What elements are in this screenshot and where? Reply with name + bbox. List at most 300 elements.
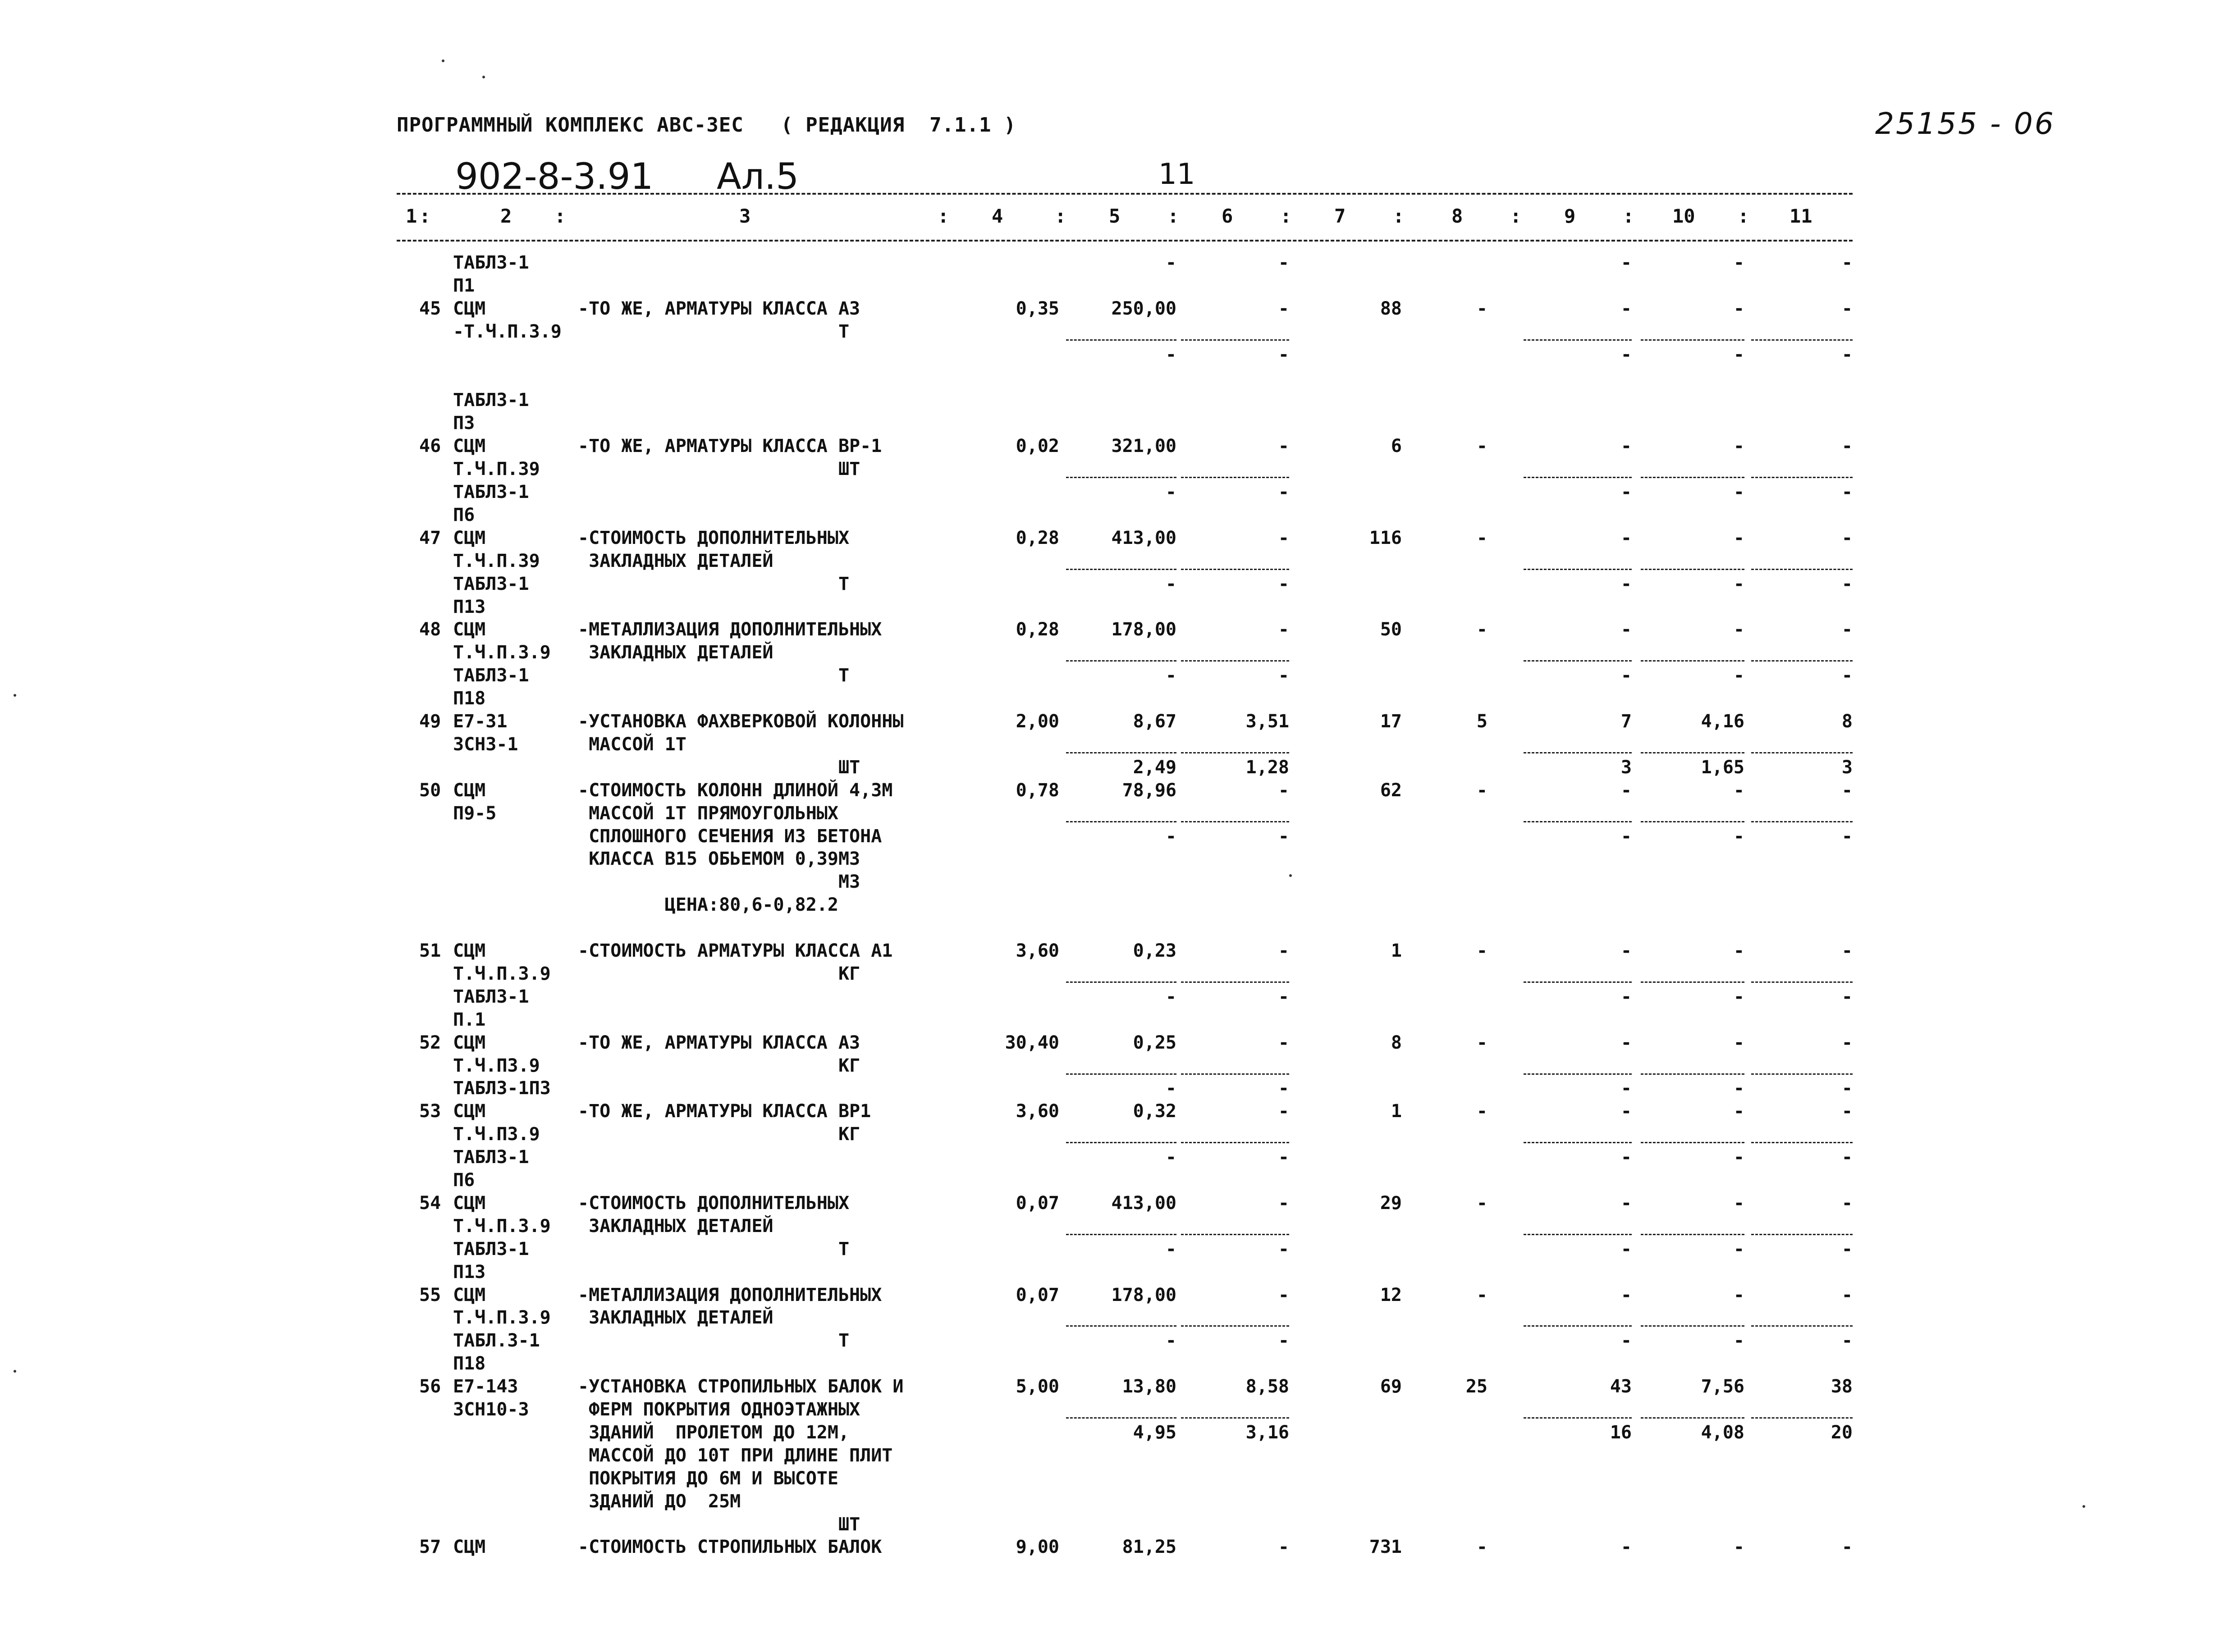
cell-c5: - bbox=[1165, 252, 1176, 273]
table-row bbox=[0, 1285, 2238, 1308]
cell-unit: Т bbox=[838, 1330, 850, 1351]
cell-c3: -УСТАНОВКА ФАХВЕРКОВОЙ КОЛОННЫ bbox=[578, 711, 904, 732]
row-separator bbox=[1181, 1417, 1289, 1419]
row-separator bbox=[1066, 569, 1176, 570]
cell-c6: - bbox=[1278, 344, 1289, 365]
cell-c7: 88 bbox=[1380, 298, 1402, 319]
cell-c2: П18 bbox=[453, 1353, 486, 1374]
cell-c1: 56 bbox=[419, 1376, 441, 1397]
cell-c5: 2,49 bbox=[1133, 757, 1176, 778]
cell-c5: 321,00 bbox=[1111, 436, 1176, 456]
cell-c10: 7,56 bbox=[1701, 1376, 1744, 1397]
cell-c6: - bbox=[1278, 528, 1289, 548]
cell-c5: 178,00 bbox=[1111, 619, 1176, 640]
table-row bbox=[0, 482, 2238, 505]
cell-c2: П13 bbox=[453, 597, 486, 617]
table-row bbox=[0, 986, 2238, 1010]
cell-c2: СЦМ bbox=[453, 1537, 486, 1557]
cell-c3: ЗАКЛАДНЫХ ДЕТАЛЕЙ bbox=[578, 551, 773, 571]
cell-c3: -СТОИМОСТЬ КОЛОНН ДЛИНОЙ 4,3М bbox=[578, 780, 893, 801]
row-separator bbox=[1751, 1417, 1853, 1419]
cell-c9: - bbox=[1620, 344, 1632, 365]
cell-c2: 3СН3-1 bbox=[453, 734, 518, 755]
cell-c1: 48 bbox=[419, 619, 441, 640]
program-header: ПРОГРАММНЫЙ КОМПЛЕКС АВС-3ЕС ( РЕДАКЦИЯ 7.1.1 ) bbox=[397, 114, 1016, 137]
cell-c3: КЛАССА В15 ОБЬЕМОМ 0,39М3 bbox=[578, 849, 860, 869]
row-separator bbox=[1751, 821, 1853, 822]
cell-c10: - bbox=[1733, 1239, 1744, 1260]
table-row bbox=[0, 780, 2238, 803]
cell-c10: - bbox=[1733, 482, 1744, 502]
cell-c3: СПЛОШНОГО СЕЧЕНИЯ ИЗ БЕТОНА bbox=[578, 826, 882, 847]
cell-c1: 47 bbox=[419, 528, 441, 548]
row-separator bbox=[1751, 981, 1853, 983]
row-separator bbox=[1641, 752, 1744, 753]
cell-c3: МАССОЙ 1Т ПРЯМОУГОЛЬНЫХ bbox=[578, 803, 838, 824]
table-row bbox=[0, 367, 2238, 391]
cell-c10: - bbox=[1733, 1101, 1744, 1122]
cell-c2: СЦМ bbox=[453, 436, 486, 456]
cell-c8: - bbox=[1476, 298, 1487, 319]
cell-c5: - bbox=[1165, 1147, 1176, 1168]
cell-c11: 38 bbox=[1831, 1376, 1853, 1397]
cell-c9: - bbox=[1620, 252, 1632, 273]
table-row bbox=[0, 619, 2238, 643]
cell-c2: Т.Ч.П3.9 bbox=[453, 1124, 540, 1145]
cell-c9: - bbox=[1620, 665, 1632, 686]
cell-c11: - bbox=[1841, 1285, 1853, 1305]
cell-c10: - bbox=[1733, 940, 1744, 961]
cell-c11: - bbox=[1841, 826, 1853, 847]
row-separator bbox=[1751, 1073, 1853, 1075]
col-num-4: 4 bbox=[992, 205, 1003, 227]
cell-c1: 50 bbox=[419, 780, 441, 801]
cell-c2: ТАБЛ3-1 bbox=[453, 252, 529, 273]
row-separator bbox=[1751, 1325, 1853, 1327]
cell-c7: 8 bbox=[1391, 1032, 1402, 1053]
cell-c1: 55 bbox=[419, 1285, 441, 1305]
cell-c5: - bbox=[1165, 826, 1176, 847]
cell-c1: 46 bbox=[419, 436, 441, 456]
cell-c11: - bbox=[1841, 1537, 1853, 1557]
cell-c11: - bbox=[1841, 528, 1853, 548]
cell-c10: - bbox=[1733, 1285, 1744, 1305]
cell-c7: 17 bbox=[1380, 711, 1402, 732]
cell-c11: - bbox=[1841, 252, 1853, 273]
cell-c6: 3,51 bbox=[1245, 711, 1289, 732]
cell-c3: ЗАКЛАДНЫХ ДЕТАЛЕЙ bbox=[578, 642, 773, 663]
document-code: 25155 - 06 bbox=[1875, 106, 2055, 141]
col-num-1: 1 bbox=[406, 205, 417, 227]
table-row bbox=[0, 1055, 2238, 1079]
cell-c9: - bbox=[1620, 1537, 1632, 1557]
cell-c10: - bbox=[1733, 574, 1744, 594]
table-row bbox=[0, 1353, 2238, 1377]
table-row bbox=[0, 1537, 2238, 1560]
cell-c4: 0,78 bbox=[1016, 780, 1059, 801]
table-row bbox=[0, 1445, 2238, 1469]
cell-c5: - bbox=[1165, 482, 1176, 502]
cell-c3: ЗДАНИЙ ДО 25М bbox=[578, 1491, 741, 1512]
cell-c5: - bbox=[1165, 344, 1176, 365]
col-num-5: 5 bbox=[1109, 205, 1121, 227]
cell-c9: - bbox=[1620, 1285, 1632, 1305]
cell-c5: 4,95 bbox=[1133, 1422, 1176, 1443]
cell-c8: - bbox=[1476, 1285, 1487, 1305]
cell-c7: 69 bbox=[1380, 1376, 1402, 1397]
table-row bbox=[0, 1330, 2238, 1354]
cell-c2: ТАБЛ3-1 bbox=[453, 1239, 529, 1260]
cell-c11: - bbox=[1841, 436, 1853, 456]
cell-c5: 81,25 bbox=[1122, 1537, 1176, 1557]
album-number: Ал.5 bbox=[717, 155, 799, 197]
table-row bbox=[0, 1078, 2238, 1101]
cell-c5: 13,80 bbox=[1122, 1376, 1176, 1397]
cell-c11: - bbox=[1841, 780, 1853, 801]
table-row bbox=[0, 436, 2238, 459]
cell-c5: 250,00 bbox=[1111, 298, 1176, 319]
cell-c9: - bbox=[1620, 986, 1632, 1007]
cell-c6: - bbox=[1278, 1193, 1289, 1214]
table-row bbox=[0, 734, 2238, 758]
column-numbers-row: 1 : 2 : 3 : 4 : 5 : 6 : 7 : 8 : 9 : 10 : 11 bbox=[406, 205, 1812, 227]
cell-c8: - bbox=[1476, 780, 1487, 801]
cell-c9: - bbox=[1620, 1330, 1632, 1351]
cell-c8: - bbox=[1476, 436, 1487, 456]
table-row bbox=[0, 298, 2238, 322]
cell-c10: - bbox=[1733, 528, 1744, 548]
cell-c9: - bbox=[1620, 1101, 1632, 1122]
row-separator bbox=[1181, 660, 1289, 662]
table-row bbox=[0, 940, 2238, 964]
table-row bbox=[0, 413, 2238, 436]
cell-c11: 3 bbox=[1841, 757, 1853, 778]
cell-c2: ТАБЛ3-1 bbox=[453, 1147, 529, 1168]
table-row bbox=[0, 1124, 2238, 1147]
cell-c2: П18 bbox=[453, 688, 486, 709]
cell-c6: - bbox=[1278, 826, 1289, 847]
cell-c3: -УСТАНОВКА СТРОПИЛЬНЫХ БАЛОК И bbox=[578, 1376, 904, 1397]
cell-c4: 2,00 bbox=[1016, 711, 1059, 732]
col-num-10: 10 bbox=[1672, 205, 1695, 227]
cell-c9: 3 bbox=[1620, 757, 1632, 778]
cell-c9: - bbox=[1620, 482, 1632, 502]
cell-c3: -СТОИМОСТЬ ДОПОЛНИТЕЛЬНЫХ bbox=[578, 528, 850, 548]
cell-c3: ЦЕНА:80,6-0,82.2 bbox=[578, 894, 838, 915]
row-separator bbox=[1181, 477, 1289, 478]
table-row bbox=[0, 1216, 2238, 1239]
table-row bbox=[0, 321, 2238, 345]
cell-c11: - bbox=[1841, 940, 1853, 961]
cell-c11: - bbox=[1841, 619, 1853, 640]
col-num-3: 3 bbox=[739, 205, 751, 227]
cell-unit: КГ bbox=[838, 1124, 860, 1145]
cell-c9: 16 bbox=[1610, 1422, 1632, 1443]
cell-c6: - bbox=[1278, 665, 1289, 686]
cell-c6: 8,58 bbox=[1245, 1376, 1289, 1397]
cell-c5: 413,00 bbox=[1111, 1193, 1176, 1214]
row-separator bbox=[1641, 981, 1744, 983]
row-separator bbox=[1641, 1234, 1744, 1235]
cell-c6: - bbox=[1278, 482, 1289, 502]
cell-c3: -МЕТАЛЛИЗАЦИЯ ДОПОЛНИТЕЛЬНЫХ bbox=[578, 1285, 882, 1305]
cell-unit: КГ bbox=[838, 963, 860, 984]
cell-c11: - bbox=[1841, 986, 1853, 1007]
row-separator bbox=[1641, 1417, 1744, 1419]
row-separator bbox=[1066, 821, 1176, 822]
cell-c9: - bbox=[1620, 940, 1632, 961]
cell-c11: - bbox=[1841, 665, 1853, 686]
cell-c10: - bbox=[1733, 252, 1744, 273]
cell-c10: - bbox=[1733, 344, 1744, 365]
cell-unit: Т bbox=[838, 665, 850, 686]
cell-c4: 0,28 bbox=[1016, 528, 1059, 548]
cell-c3: МАССОЙ 1Т bbox=[578, 734, 687, 755]
cell-c2: Т.Ч.П.3.9 bbox=[453, 642, 551, 663]
row-separator bbox=[1181, 1073, 1289, 1075]
cell-c10: - bbox=[1733, 1147, 1744, 1168]
cell-c6: - bbox=[1278, 1101, 1289, 1122]
cell-c3: -ТО ЖЕ, АРМАТУРЫ КЛАССА ВР1 bbox=[578, 1101, 871, 1122]
row-separator bbox=[1641, 569, 1744, 570]
row-separator bbox=[1181, 752, 1289, 753]
row-separator bbox=[1524, 1325, 1632, 1327]
row-separator bbox=[1524, 1073, 1632, 1075]
table-row bbox=[0, 1170, 2238, 1193]
cell-c1: 49 bbox=[419, 711, 441, 732]
cell-c9: - bbox=[1620, 298, 1632, 319]
cell-unit: Т bbox=[838, 321, 850, 342]
table-row bbox=[0, 688, 2238, 712]
table-row bbox=[0, 803, 2238, 826]
cell-c6: - bbox=[1278, 1078, 1289, 1099]
cell-c2: Т.Ч.П3.9 bbox=[453, 1055, 540, 1076]
cell-c10: - bbox=[1733, 780, 1744, 801]
table-row bbox=[0, 1193, 2238, 1216]
cell-c3: ЗАКЛАДНЫХ ДЕТАЛЕЙ bbox=[578, 1307, 773, 1328]
cell-c9: - bbox=[1620, 1147, 1632, 1168]
row-separator bbox=[1181, 981, 1289, 983]
row-separator bbox=[1641, 660, 1744, 662]
cell-c11: - bbox=[1841, 1101, 1853, 1122]
cell-c9: - bbox=[1620, 436, 1632, 456]
cell-c7: 1 bbox=[1391, 1101, 1402, 1122]
cell-c11: - bbox=[1841, 1193, 1853, 1214]
cell-c6: - bbox=[1278, 298, 1289, 319]
cell-c4: 0,02 bbox=[1016, 436, 1059, 456]
row-separator bbox=[1066, 339, 1176, 341]
cell-c2: П6 bbox=[453, 505, 475, 525]
cell-c10: - bbox=[1733, 1330, 1744, 1351]
table-row bbox=[0, 1009, 2238, 1033]
cell-c9: - bbox=[1620, 1193, 1632, 1214]
cell-c9: - bbox=[1620, 574, 1632, 594]
table-row bbox=[0, 390, 2238, 413]
row-separator bbox=[1524, 1417, 1632, 1419]
row-separator bbox=[1066, 981, 1176, 983]
cell-c7: 50 bbox=[1380, 619, 1402, 640]
cell-c8: - bbox=[1476, 1101, 1487, 1122]
cell-c8: 5 bbox=[1476, 711, 1487, 732]
table-row bbox=[0, 1147, 2238, 1170]
row-separator bbox=[1524, 569, 1632, 570]
cell-c2: Т.Ч.П.39 bbox=[453, 551, 540, 571]
cell-c10: 4,08 bbox=[1701, 1422, 1744, 1443]
cell-c3: -ТО ЖЕ, АРМАТУРЫ КЛАССА А3 bbox=[578, 298, 860, 319]
cell-c5: - bbox=[1165, 665, 1176, 686]
col-num-8: 8 bbox=[1451, 205, 1463, 227]
cell-c11: - bbox=[1841, 344, 1853, 365]
cell-c2: СЦМ bbox=[453, 298, 486, 319]
cell-unit: ШТ bbox=[838, 757, 860, 778]
cell-c3: ЗАКЛАДНЫХ ДЕТАЛЕЙ bbox=[578, 1216, 773, 1237]
cell-c3: -СТОИМОСТЬ СТРОПИЛЬНЫХ БАЛОК bbox=[578, 1537, 882, 1557]
cell-c4: 30,40 bbox=[1005, 1032, 1059, 1053]
table-row bbox=[0, 665, 2238, 689]
cell-c6: - bbox=[1278, 1330, 1289, 1351]
cell-c1: 53 bbox=[419, 1101, 441, 1122]
cell-c6: - bbox=[1278, 252, 1289, 273]
cell-c10: - bbox=[1733, 1193, 1744, 1214]
cell-c1: 54 bbox=[419, 1193, 441, 1214]
cell-c9: - bbox=[1620, 780, 1632, 801]
table-row bbox=[0, 505, 2238, 528]
row-separator bbox=[1181, 339, 1289, 341]
cell-c9: - bbox=[1620, 1078, 1632, 1099]
cell-c5: - bbox=[1165, 986, 1176, 1007]
cell-c11: - bbox=[1841, 1078, 1853, 1099]
cell-c3: ЗДАНИЙ ПРОЛЕТОМ ДО 12М, bbox=[578, 1422, 850, 1443]
cell-c7: 1 bbox=[1391, 940, 1402, 961]
cell-c2: СЦМ bbox=[453, 1285, 486, 1305]
col-num-7: 7 bbox=[1334, 205, 1346, 227]
cell-c5: 0,32 bbox=[1133, 1101, 1176, 1122]
cell-c4: 5,00 bbox=[1016, 1376, 1059, 1397]
table-row bbox=[0, 344, 2238, 368]
row-separator bbox=[1641, 1325, 1744, 1327]
row-separator bbox=[1181, 569, 1289, 570]
table-row bbox=[0, 1307, 2238, 1331]
cell-c10: - bbox=[1733, 436, 1744, 456]
cell-unit: Т bbox=[838, 574, 850, 594]
cell-c10: - bbox=[1733, 665, 1744, 686]
cell-c5: - bbox=[1165, 1330, 1176, 1351]
cell-c11: 20 bbox=[1831, 1422, 1853, 1443]
row-separator bbox=[1751, 1142, 1853, 1143]
cell-c2: П.1 bbox=[453, 1009, 486, 1030]
cell-c11: - bbox=[1841, 298, 1853, 319]
cell-c9: 43 bbox=[1610, 1376, 1632, 1397]
cell-c3: -МЕТАЛЛИЗАЦИЯ ДОПОЛНИТЕЛЬНЫХ bbox=[578, 619, 882, 640]
cell-c7: 731 bbox=[1369, 1537, 1402, 1557]
cell-c4: 0,07 bbox=[1016, 1285, 1059, 1305]
cell-c2: СЦМ bbox=[453, 940, 486, 961]
cell-c9: - bbox=[1620, 826, 1632, 847]
row-separator bbox=[1751, 752, 1853, 753]
row-separator bbox=[1641, 821, 1744, 822]
cell-c5: - bbox=[1165, 1078, 1176, 1099]
table-row bbox=[0, 1422, 2238, 1446]
cell-c4: 3,60 bbox=[1016, 1101, 1059, 1122]
table-row bbox=[0, 894, 2238, 918]
table-row bbox=[0, 252, 2238, 276]
row-separator bbox=[1751, 1234, 1853, 1235]
cell-c1: 52 bbox=[419, 1032, 441, 1053]
cell-c5: 78,96 bbox=[1122, 780, 1176, 801]
cell-c3: ФЕРМ ПОКРЫТИЯ ОДНОЭТАЖНЫХ bbox=[578, 1399, 860, 1420]
cell-c3: -ТО ЖЕ, АРМАТУРЫ КЛАССА ВР-1 bbox=[578, 436, 882, 456]
cell-c4: 0,28 bbox=[1016, 619, 1059, 640]
cell-c10: - bbox=[1733, 619, 1744, 640]
cell-c6: - bbox=[1278, 1239, 1289, 1260]
cell-c4: 3,60 bbox=[1016, 940, 1059, 961]
cell-c3: ПОКРЫТИЯ ДО 6М И ВЫСОТЕ bbox=[578, 1468, 838, 1489]
row-separator bbox=[1641, 339, 1744, 341]
cell-c7: 6 bbox=[1391, 436, 1402, 456]
cell-unit: Т bbox=[838, 1239, 850, 1260]
row-separator bbox=[1641, 1073, 1744, 1075]
table-row bbox=[0, 1101, 2238, 1124]
cell-c4: 0,07 bbox=[1016, 1193, 1059, 1214]
cell-c6: - bbox=[1278, 1537, 1289, 1557]
cell-c11: - bbox=[1841, 1239, 1853, 1260]
cell-c9: 7 bbox=[1620, 711, 1632, 732]
cell-c2: ТАБЛ3-1 bbox=[453, 390, 529, 411]
cell-unit: М3 bbox=[838, 872, 860, 892]
table-row bbox=[0, 574, 2238, 597]
cell-c2: Е7-143 bbox=[453, 1376, 518, 1397]
row-separator bbox=[1181, 1234, 1289, 1235]
cell-c6: - bbox=[1278, 1032, 1289, 1053]
row-separator bbox=[1524, 1142, 1632, 1143]
cell-c5: 0,23 bbox=[1133, 940, 1176, 961]
cell-unit: КГ bbox=[838, 1055, 860, 1076]
cell-c2: ТАБЛ3-1 bbox=[453, 574, 529, 594]
row-separator bbox=[1066, 1142, 1176, 1143]
row-separator bbox=[1066, 1234, 1176, 1235]
table-row bbox=[0, 459, 2238, 482]
row-separator bbox=[1181, 1325, 1289, 1327]
cell-c5: 8,67 bbox=[1133, 711, 1176, 732]
table-row bbox=[0, 1239, 2238, 1262]
row-separator bbox=[1524, 1234, 1632, 1235]
row-separator bbox=[1066, 1325, 1176, 1327]
table-row bbox=[0, 275, 2238, 299]
cell-c2: ТАБЛ3-1 bbox=[453, 986, 529, 1007]
cell-c8: 25 bbox=[1465, 1376, 1487, 1397]
row-separator bbox=[1524, 660, 1632, 662]
cell-c6: - bbox=[1278, 436, 1289, 456]
table-row bbox=[0, 1262, 2238, 1285]
cell-c2: П3 bbox=[453, 413, 475, 434]
cell-c2: Т.Ч.П.3.9 bbox=[453, 1307, 551, 1328]
cell-c6: - bbox=[1278, 574, 1289, 594]
cell-c2: СЦМ bbox=[453, 780, 486, 801]
cell-c1: 51 bbox=[419, 940, 441, 961]
cell-c2: 3СН10-3 bbox=[453, 1399, 529, 1420]
cell-c8: - bbox=[1476, 940, 1487, 961]
table-row bbox=[0, 963, 2238, 987]
cell-c5: - bbox=[1165, 574, 1176, 594]
cell-c10: - bbox=[1733, 1078, 1744, 1099]
cell-c9: - bbox=[1620, 1239, 1632, 1260]
cell-c7: 116 bbox=[1369, 528, 1402, 548]
row-separator bbox=[1066, 477, 1176, 478]
col-num-6: 6 bbox=[1222, 205, 1233, 227]
cell-c1: 57 bbox=[419, 1537, 441, 1557]
table-row bbox=[0, 826, 2238, 849]
cell-c2: Т.Ч.П.3.9 bbox=[453, 1216, 551, 1237]
